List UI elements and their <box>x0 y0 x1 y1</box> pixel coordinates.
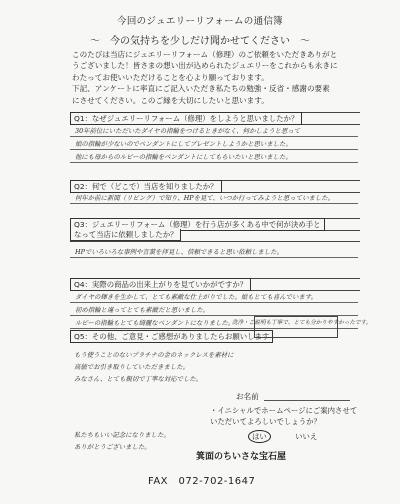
question-3-row-2 <box>70 230 360 242</box>
answer-line <box>70 149 358 150</box>
question-2-row <box>70 180 360 193</box>
question-5-answer: ありがとうございました。 <box>74 443 151 451</box>
question-1-answer: 30年前位にいただいたダイヤの指輪をつけるときがなく、何かしようと思って <box>75 127 301 135</box>
name-line <box>264 400 350 401</box>
question-5-answer: みなさん、とても親切で丁寧な対応でした。 <box>74 375 203 383</box>
question-1-label: Q1：なぜジュエリーリフォーム（修理）をしようと思いましたか？ <box>70 112 302 125</box>
question-5-row <box>70 330 270 343</box>
initial-question <box>210 405 357 428</box>
question-5-answer: 私たちもいい記念になりました。 <box>74 431 170 439</box>
yes-option-circled: はい <box>248 430 271 443</box>
question-5-label: Q5：その他、ご意見・ご感想がありましたらお願いします <box>70 330 273 343</box>
question-4-label: Q4：実際の商品の出来上がりを見ていかがですか？ <box>70 278 251 291</box>
no-option: いいえ <box>295 432 318 441</box>
question-5-answer: 高値でお引き取りしていただきました。 <box>74 363 190 371</box>
name-label: お名前 <box>236 392 259 401</box>
question-2-label: Q2：何で（どこで）当店を知りましたか？ <box>70 180 222 193</box>
intro-line: 下記、アンケートに率直にご記入いただき私たちの勉強・反省・感謝の要素 <box>72 84 330 94</box>
shop-name: 箕面のちいさな宝石屋 <box>196 452 287 462</box>
question-4-answer: ダイヤの輝きを生かして、とても素敵な仕上がりでした。娘もとても喜んでいます。 <box>75 293 318 301</box>
question-2-answer: 何年か前に新聞（リビング）で知り、HPを見て、いつか行ってみようと思っていました。 <box>75 194 335 202</box>
answer-line <box>70 203 358 204</box>
question-1-row <box>70 112 360 125</box>
initial-question-line: いただいてよろしいでしょうか？ <box>210 417 321 427</box>
yes-no-choice <box>248 430 317 443</box>
question-3-label-2: なって当店に依頼しましたか？ <box>70 229 181 241</box>
question-4-answer: 洗浄・ご説明も丁寧で、とても分かりやすかったです。 <box>232 320 372 326</box>
intro-line: わたってお使いいただけることを心より願っております。 <box>72 72 269 82</box>
handwritten-box <box>254 316 338 338</box>
question-4-answer: ルビーの指輪もとても綺麗なペンダントになりました。 <box>75 319 235 327</box>
answer-line <box>70 257 358 258</box>
answer-line <box>70 136 358 137</box>
question-1-answer: 娘の指輪が少ないのでペンダントにしてプレゼントしようかと思いました。 <box>75 140 292 148</box>
fax-number: FAX 072-702-1647 <box>148 476 256 487</box>
question-5-answer: もう使うことのないプラチナの金のネックレスを素材に <box>74 351 234 359</box>
question-3-answer: HPでいろいろな事例や言葉を拝見し、信頼できると思い依頼しました。 <box>75 248 283 256</box>
question-4-row <box>70 278 360 291</box>
intro-text <box>72 49 372 106</box>
intro-line: このたびは当店にジュエリーリフォーム（修理）のご依頼をいただきありがと <box>72 50 338 59</box>
page-title: 今回のジュエリーリフォームの通信簿 <box>117 16 283 27</box>
answer-line <box>70 302 358 303</box>
question-3-label: Q3：ジュエリーリフォーム（修理）を行う店が多くある中で何が決め手と <box>70 218 325 231</box>
intro-line: にさせてください。このご縁を大切にしたいと思います。 <box>72 95 269 105</box>
answer-line <box>70 162 358 163</box>
page-subtitle: ～ 今の気持ちを少しだけ聞かせてください ～ <box>90 36 310 47</box>
intro-line: うございました！皆さまの想い出が込められたジュエリーをこれからも永きに <box>72 61 338 71</box>
question-1-answer: 他にも母からのルビーの指輪をペンダントにしてもらいたいと思いました。 <box>75 153 292 161</box>
question-4-answer: 初め指輪と違ってとても素敵だと思いました。 <box>75 306 210 314</box>
initial-question-line: ・イニシャルでホームページにご案内させて <box>210 406 358 415</box>
